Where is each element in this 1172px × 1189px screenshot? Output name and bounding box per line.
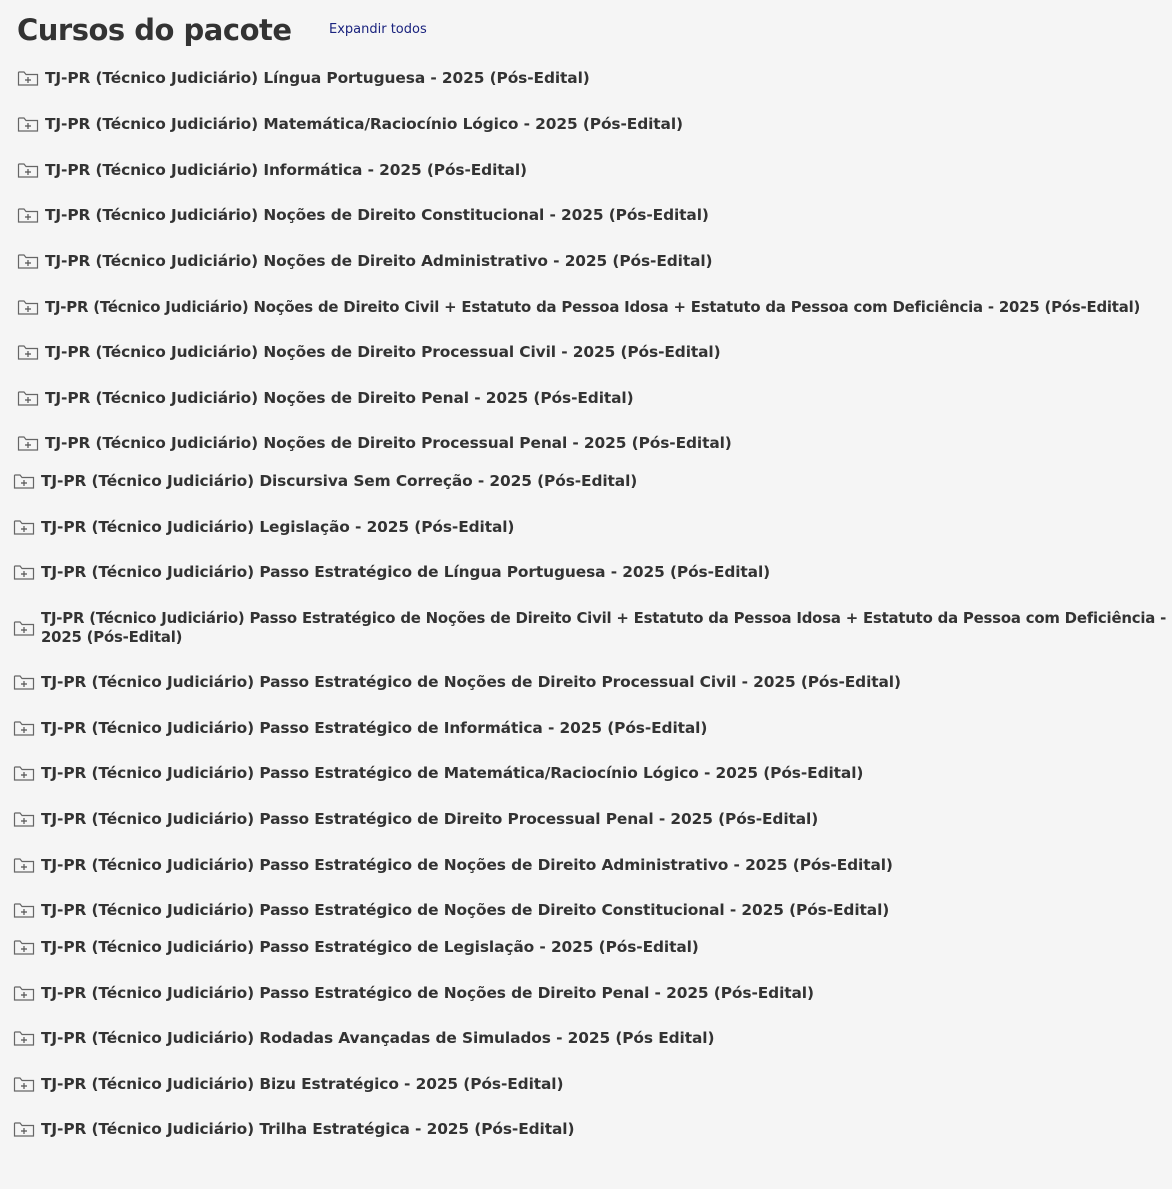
course-title[interactable]: TJ-PR (Técnico Judiciário) Passo Estratégico de Informática - 2025 (Pós-Edital) <box>41 719 708 737</box>
course-item[interactable] <box>13 719 707 738</box>
page-title: Cursos do pacote <box>17 13 292 47</box>
folder-plus-icon[interactable] <box>13 856 35 874</box>
course-item[interactable] <box>17 115 683 134</box>
course-item[interactable] <box>17 161 527 180</box>
course-title[interactable]: TJ-PR (Técnico Judiciário) Noções de Direito Constitucional - 2025 (Pós-Edital) <box>45 206 709 224</box>
folder-plus-icon[interactable] <box>13 1075 35 1093</box>
folder-plus-icon[interactable] <box>13 719 35 737</box>
course-item[interactable] <box>13 856 893 875</box>
course-title[interactable]: TJ-PR (Técnico Judiciário) Passo Estratégico de Língua Portuguesa - 2025 (Pós-Edital) <box>41 563 771 581</box>
folder-plus-icon[interactable] <box>17 298 39 316</box>
folder-plus-icon[interactable] <box>13 1029 35 1047</box>
course-item[interactable] <box>13 764 863 783</box>
folder-plus-icon[interactable] <box>13 673 35 691</box>
course-title[interactable]: TJ-PR (Técnico Judiciário) Noções de Direito Processual Penal - 2025 (Pós-Edital) <box>45 434 732 452</box>
course-item[interactable] <box>17 69 590 88</box>
folder-plus-icon[interactable] <box>17 343 39 361</box>
course-item[interactable] <box>13 609 1167 647</box>
course-title[interactable]: TJ-PR (Técnico Judiciário) Passo Estratégico de Noções de Direito Penal - 2025 (Pós-Edital) <box>41 984 814 1002</box>
course-title[interactable]: TJ-PR (Técnico Judiciário) Discursiva Sem Correção - 2025 (Pós-Edital) <box>41 472 638 490</box>
folder-plus-icon[interactable] <box>17 161 39 179</box>
folder-plus-icon[interactable] <box>13 472 35 490</box>
folder-plus-icon[interactable] <box>13 518 35 536</box>
folder-plus-icon[interactable] <box>17 115 39 133</box>
folder-plus-icon[interactable] <box>17 389 39 407</box>
folder-plus-icon[interactable] <box>13 901 35 919</box>
course-title[interactable]: TJ-PR (Técnico Judiciário) Noções de Direito Processual Civil - 2025 (Pós-Edital) <box>45 343 721 361</box>
course-item[interactable] <box>13 1029 714 1048</box>
course-item[interactable] <box>13 810 818 829</box>
folder-plus-icon[interactable] <box>17 69 39 87</box>
course-title[interactable]: TJ-PR (Técnico Judiciário) Rodadas Avançadas de Simulados - 2025 (Pós Edital) <box>41 1029 715 1047</box>
course-title[interactable]: TJ-PR (Técnico Judiciário) Noções de Direito Civil + Estatuto da Pessoa Idosa + Estatuto da Pessoa com Deficiência - 2025 (Pós-Edital) <box>45 298 1141 316</box>
course-item[interactable] <box>13 1120 574 1139</box>
folder-plus-icon[interactable] <box>13 619 35 637</box>
course-title[interactable]: TJ-PR (Técnico Judiciário) Passo Estratégico de Noções de Direito Processual Civil - 2025 (Pós-Edital) <box>41 673 901 691</box>
course-title[interactable]: TJ-PR (Técnico Judiciário) Noções de Direito Administrativo - 2025 (Pós-Edital) <box>45 252 713 270</box>
folder-plus-icon[interactable] <box>13 938 35 956</box>
course-title[interactable]: TJ-PR (Técnico Judiciário) Informática - 2025 (Pós-Edital) <box>45 161 527 179</box>
course-title[interactable]: TJ-PR (Técnico Judiciário) Passo Estratégico de Direito Processual Penal - 2025 (Pós-Edital) <box>41 810 819 828</box>
course-item[interactable] <box>17 298 1140 317</box>
folder-plus-icon[interactable] <box>13 1120 35 1138</box>
course-item[interactable] <box>13 518 514 537</box>
folder-plus-icon[interactable] <box>13 810 35 828</box>
course-item[interactable] <box>13 1075 563 1094</box>
course-title[interactable]: TJ-PR (Técnico Judiciário) Passo Estratégico de Noções de Direito Administrativo - 2025 (Pós-Edital) <box>41 856 893 874</box>
folder-plus-icon[interactable] <box>17 206 39 224</box>
folder-plus-icon[interactable] <box>13 764 35 782</box>
course-item[interactable] <box>17 252 713 271</box>
folder-plus-icon[interactable] <box>17 252 39 270</box>
course-item[interactable] <box>17 389 634 408</box>
course-item[interactable] <box>13 938 699 957</box>
course-item[interactable] <box>13 472 637 491</box>
course-item[interactable] <box>13 563 770 582</box>
course-title[interactable]: TJ-PR (Técnico Judiciário) Noções de Direito Penal - 2025 (Pós-Edital) <box>45 389 634 407</box>
course-title[interactable]: TJ-PR (Técnico Judiciário) Trilha Estratégica - 2025 (Pós-Edital) <box>41 1120 575 1138</box>
course-item[interactable] <box>13 901 889 920</box>
course-title[interactable]: TJ-PR (Técnico Judiciário) Passo Estratégico de Legislação - 2025 (Pós-Edital) <box>41 938 699 956</box>
course-item[interactable] <box>13 673 901 692</box>
course-item[interactable] <box>17 343 721 362</box>
course-title[interactable]: TJ-PR (Técnico Judiciário) Passo Estratégico de Noções de Direito Constitucional - 2025 (Pós-Edital) <box>41 901 890 919</box>
course-title[interactable]: TJ-PR (Técnico Judiciário) Língua Portuguesa - 2025 (Pós-Edital) <box>45 69 590 87</box>
course-title[interactable]: TJ-PR (Técnico Judiciário) Matemática/Raciocínio Lógico - 2025 (Pós-Edital) <box>45 115 683 133</box>
course-title[interactable]: TJ-PR (Técnico Judiciário) Legislação - 2025 (Pós-Edital) <box>41 518 515 536</box>
course-item[interactable] <box>17 206 709 225</box>
course-item[interactable] <box>17 434 732 453</box>
course-title[interactable]: TJ-PR (Técnico Judiciário) Passo Estratégico de Noções de Direito Civil + Estatuto da Pessoa Idosa + Estatuto da Pessoa com Deficiência - 2025 (Pós-Edital) <box>41 609 1167 646</box>
page-header <box>17 8 292 52</box>
folder-plus-icon[interactable] <box>17 434 39 452</box>
course-title[interactable]: TJ-PR (Técnico Judiciário) Bizu Estratégico - 2025 (Pós-Edital) <box>41 1075 564 1093</box>
course-title[interactable]: TJ-PR (Técnico Judiciário) Passo Estratégico de Matemática/Raciocínio Lógico - 2025 (Pós-Edital) <box>41 764 864 782</box>
folder-plus-icon[interactable] <box>13 984 35 1002</box>
folder-plus-icon[interactable] <box>13 563 35 581</box>
course-item[interactable] <box>13 984 814 1003</box>
expand-all-link[interactable]: Expandir todos <box>329 22 427 37</box>
